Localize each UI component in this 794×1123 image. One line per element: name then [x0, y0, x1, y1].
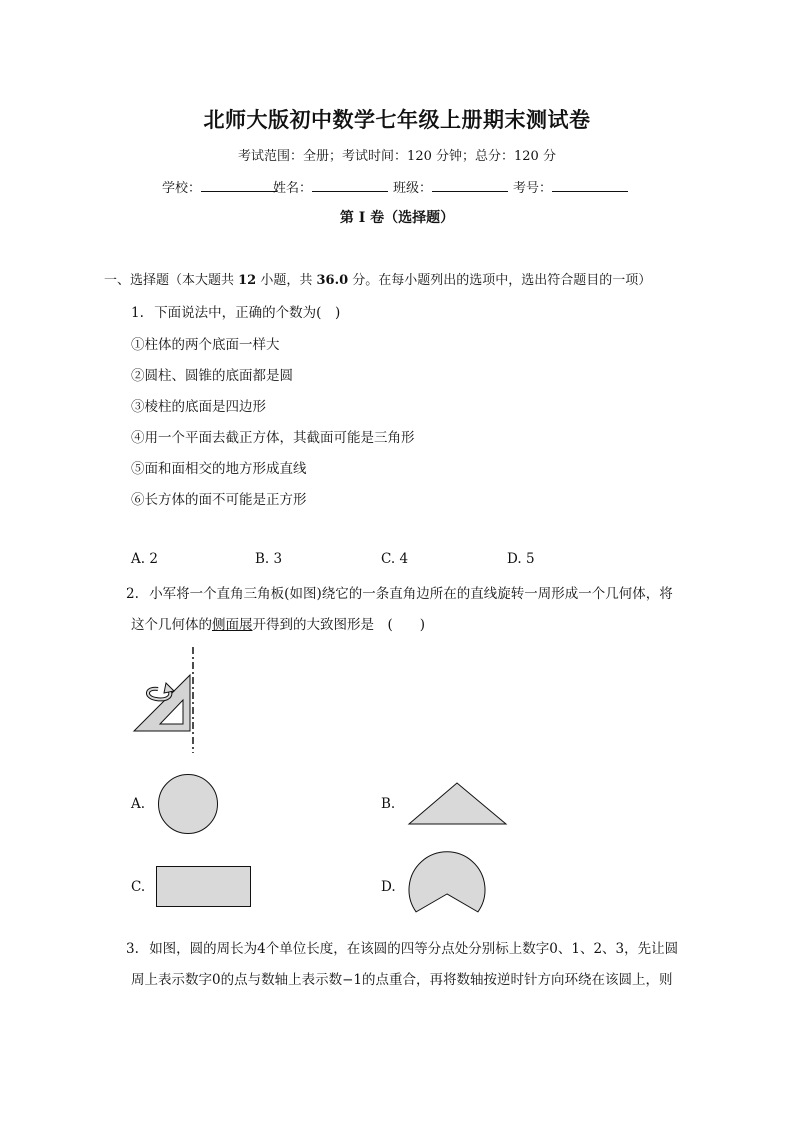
exam-number-label: 考号：: [513, 181, 553, 196]
part-title: 第 I 卷（选择题）: [339, 210, 455, 226]
question-3-line-2: 周上表示数字0的点与数轴上表示数−1的点重合，再将数轴按逆时针方向环绕在该圆上，则: [131, 972, 673, 988]
question-1: [131, 301, 340, 321]
school-field[interactable]: [162, 177, 277, 196]
statement-4: ④用一个平面去截正方体，其截面可能是三角形: [131, 430, 415, 446]
exam-number-field[interactable]: [513, 177, 628, 196]
q2-option-d-label[interactable]: D.: [381, 879, 396, 895]
q1-option-b[interactable]: B. 3: [255, 551, 283, 567]
school-blank[interactable]: [201, 179, 277, 192]
q1-option-d[interactable]: D. 5: [507, 551, 535, 567]
triangle-figure[interactable]: [408, 781, 508, 827]
statement-5: ⑤面和面相交的地方形成直线: [131, 461, 307, 477]
exam-number-blank[interactable]: [552, 179, 628, 192]
q2-option-c-label[interactable]: C.: [131, 879, 146, 895]
q1-option-a[interactable]: A. 2: [131, 551, 158, 567]
q2-option-b-label[interactable]: B.: [381, 796, 396, 812]
rotating-triangle-figure: [128, 645, 208, 755]
question-number: 1.: [131, 305, 144, 321]
name-blank[interactable]: [312, 179, 388, 192]
question-3: [126, 937, 678, 957]
question-number: 3.: [126, 941, 139, 957]
page-title: 北师大版初中数学七年级上册期末测试卷: [203, 107, 591, 132]
statement-2: ②圆柱、圆锥的底面都是圆: [131, 368, 293, 384]
name-field[interactable]: [273, 177, 388, 196]
rectangle-figure[interactable]: [156, 866, 252, 908]
question-stem-line-1: 小军将一个直角三角板(如图)绕它的一条直角边所在的直线旋转一周形成一个几何体，将: [149, 586, 673, 602]
name-label: 姓名：: [273, 181, 313, 196]
q2-option-a-label[interactable]: A.: [131, 796, 146, 812]
question-number: 2.: [126, 586, 139, 602]
question-2: [126, 582, 673, 602]
class-field[interactable]: [393, 177, 508, 196]
statement-1: ①柱体的两个底面一样大: [131, 337, 280, 353]
class-label: 班级：: [393, 181, 433, 196]
circle-figure[interactable]: [157, 773, 219, 835]
section-heading: 一、选择题（本大题共 12 小题，共 36.0 分。在每小题列出的选项中，选出符合题目的一项）: [104, 273, 652, 288]
q1-option-c[interactable]: C. 4: [381, 551, 409, 567]
class-blank[interactable]: [432, 179, 508, 192]
question-stem: 下面说法中，正确的个数为( ): [154, 305, 341, 321]
statement-6: ⑥长方体的面不可能是正方形: [131, 492, 307, 508]
statement-3: ③棱柱的底面是四边形: [131, 399, 266, 415]
sector-figure[interactable]: [407, 848, 487, 920]
school-label: 学校：: [162, 181, 202, 196]
question-2-line-2: 这个几何体的侧面展开得到的大致图形是 ( ): [131, 617, 426, 633]
exam-info: 考试范围：全册；考试时间：120 分钟；总分：120 分: [238, 149, 556, 164]
question-stem-line-1: 如图，圆的周长为4个单位长度，在该圆的四等分点处分别标上数字0、1、2、3，先让圆: [149, 941, 679, 957]
